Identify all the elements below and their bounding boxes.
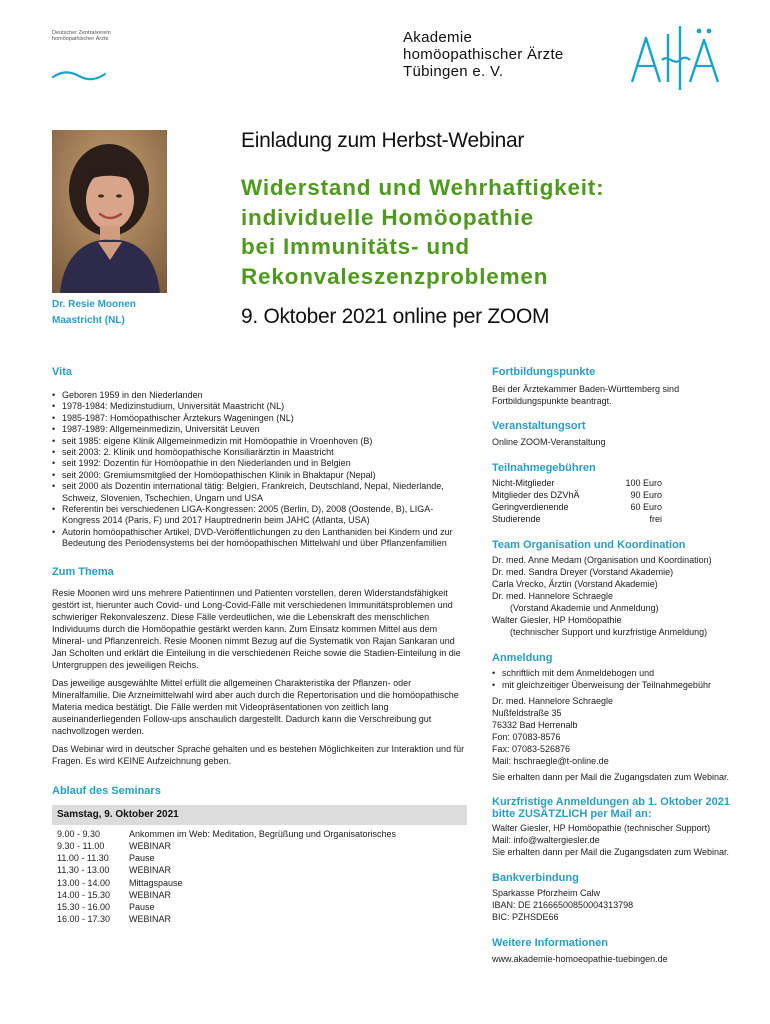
fee-label: Geringverdienende [492,502,569,512]
fortbildung-line: Bei der Ärztekammer Baden-Württemberg sind [492,384,680,394]
title-line: Rekonvaleszenzproblemen [241,263,549,289]
schedule-row [52,901,467,913]
vita-item: • seit 2000: Gremiumsmitglied der Homöopathischen Klinik in Bhaktapur (Nepal) [52,470,467,481]
academy-name [403,29,564,80]
team-line: Carla Vrecko, Ärztin (Vorstand Akademie) [492,579,658,589]
team-line: (Vorstand Akademie und Anmeldung) [510,603,659,613]
team-heading: Team Organisation und Koordination [492,539,686,551]
kurzfristig-line: Walter Giesler, HP Homöopathie (technischer Support) [492,823,711,833]
aha-logo-icon [628,20,726,92]
main-title [241,173,741,291]
fee-row [492,477,742,489]
team-line: (technischer Support und kurzfristige Anmeldung) [510,627,708,637]
vita-list [52,390,467,550]
anmeldung-address-line: Dr. med. Hannelore Schraegle [492,696,614,706]
veranstaltungsort-text: Online ZOOM-Veranstaltung [492,437,606,447]
anmeldung-address-line: Nußfeldstraße 35 [492,708,562,718]
vita-item: • 1985-1987: Homöopathischer Ärztekurs Wageningen (NL) [52,413,467,424]
bank-heading: Bankverbindung [492,872,579,884]
title-line: Widerstand und Wehrhaftigkeit: [241,175,605,200]
anmeldung-address-line: Fax: 07083-526876 [492,744,571,754]
right-column [492,366,742,965]
fee-row [492,489,742,501]
fee-value: 90 Euro [630,490,662,500]
schedule-time: 16.00 - 17.30 [57,914,111,925]
event-date: 9. Oktober 2021 online per ZOOM [241,305,550,328]
thema-paragraph: Resie Moonen wird uns mehrere Patientinnen und Patienten vorstellen, deren Widerstandsfähigkeit gestört ist, hierunter auch Covid- und Long-Covid-Fälle mit verschiedenen Immunitätsproblemen und schwieriger Rekonvaleszenz. Diese Fälle verdeutlichen, wie die Lebenskraft des menschlichen Individuums durch die Homöopathie gestärkt werden kann. Zum Einsatz kommen Mittel aus dem Mineral- und Pflanzenreich. Resie Moonen nimmt Bezug auf die Systematik von Rajan Sankaran und Jan Scholten und erklärt die Einteilung in die verschiedenen Reiche sowie die Stadien-Einteilung in die Untergruppen des jeweiligen Reichs. [52,587,461,670]
fee-label: Mitglieder des DZVhÄ [492,490,580,500]
speaker-name: Dr. Resie Moonen [52,299,136,310]
schedule-activity: Pause [129,853,155,864]
fee-value: 60 Euro [630,502,662,512]
vita-item: • seit 1992: Dozentin für Homöopathie in den Niederlanden und in Belgien [52,458,467,469]
fortbildung-line: Fortbildungspunkte beantragt. [492,396,612,406]
thema-heading: Zum Thema [52,565,114,578]
veranstaltungsort-heading: Veranstaltungsort [492,420,586,432]
schedule-activity: WEBINAR [129,889,172,900]
anmeldung-note: Sie erhalten dann per Mail die Zugangsdaten zum Webinar. [492,772,729,782]
website-link[interactable]: www.akademie-homoeopathie-tuebingen.de [492,954,668,964]
schedule-activity: Mittagspause [129,877,183,888]
schedule-day: Samstag, 9. Oktober 2021 [52,805,467,825]
schedule-activity: Ankommen im Web: Meditation, Begrüßung und Organisatorisches [129,828,396,839]
schedule-time: 11.30 - 13.00 [57,865,110,876]
schedule-time: 13.00 - 14.00 [57,877,111,888]
invite-heading: Einladung zum Herbst-Webinar [241,129,525,152]
schedule-row [52,864,467,876]
dzvha-logo [52,30,111,42]
anmeldung-address-line: Fon: 07083-8576 [492,732,561,742]
schedule-row [52,852,467,864]
vita-item: • seit 2003: 2. Klinik und homöopathische Konsiliarärztin in Maastricht [52,447,467,458]
title-line: individuelle Homöopathie [241,204,534,230]
schedule-activity: WEBINAR [129,865,172,876]
team-line: Dr. med. Hannelore Schraegle [492,591,614,601]
vita-item: • Autorin homöopathischer Artikel, DVD-Veröffentlichungen zu den Lanthaniden bei Kindern und zur Bedeutung des Periodensystems bei der homöopathischen Mittelwahl und über Pflanzenfamilien [52,527,467,550]
schedule-time: 9.30 - 11.00 [57,840,105,851]
schedule-activity: WEBINAR [129,914,172,925]
kurzfristig-email[interactable]: Mail: info@waltergiesler.de [492,835,600,845]
schedule-row [52,828,467,840]
kurzfristig-line: Sie erhalten dann per Mail die Zugangsdaten zum Webinar. [492,847,729,857]
vita-heading: Vita [52,366,72,378]
ablauf-heading: Ablauf des Seminars [52,784,161,797]
fee-value: 100 Euro [625,478,662,488]
academy-line: Tübingen e. V. [403,63,504,80]
fee-label: Nicht-Mitglieder [492,478,555,488]
kurzfristig-heading [492,796,742,820]
bank-line: BIC: PZHSDE66 [492,912,559,922]
anmeldung-bullet: • schriftlich mit dem Anmeldebogen und [492,667,742,679]
fortbildung-heading: Fortbildungspunkte [492,366,596,378]
small-logo-line: homöopathischer Ärzte [52,36,109,42]
schedule-row [52,889,467,901]
small-logo-line: Deutscher Zentralverein [52,30,111,36]
academy-line: Akademie [403,29,473,46]
title-line: bei Immunitäts- und [241,234,470,259]
vita-item: • 1987-1989: Allgemeinmedizin, Universität Leuven [52,424,467,435]
schedule-activity: Pause [129,901,155,912]
schedule-table [52,805,467,926]
schedule-time: 11.00 - 11.30 [57,853,109,864]
vita-item: • Geboren 1959 in den Niederlanden [52,390,467,401]
vita-item: • 1978-1984: Medizinstudium, Universität Maastricht (NL) [52,401,467,412]
schedule-time: 14.00 - 15.30 [57,889,111,900]
schedule-activity: WEBINAR [129,840,172,851]
left-column [52,366,467,925]
anmeldung-bullet: • mit gleichzeitiger Überweisung der Teilnahmegebühr [492,679,742,691]
fee-row [492,513,742,525]
team-line: Walter Giesler, HP Homöopathie [492,615,622,625]
speaker-block [52,297,136,329]
thema-paragraph: Das jeweilige ausgewählte Mittel erfüllt die allgemeinen Charakteristika der Pflanzen- oder Mineralfamilie. Die Arzneimittelwahl wird aber auch durch die Repertorisation und die homöopathische Materia medica bestätigt. Die Fälle werden mit Videopräsentationen von zeitlich lang auseinanderliegenden Follow-ups anschaulich dargestellt. Dadurch kann die Verschreibung gut nachvollzogen werden. [52,677,459,736]
speaker-photo [52,130,167,293]
wave-logo-icon [52,70,106,82]
vita-item: • Referentin bei verschiedenen LIGA-Kongressen: 2005 (Berlin, D), 2008 (Oostende, B), LIGA-Kongress 2014 (Paris, F) und 2017 Hauptrednerin beim JAHC (Atlanta, USA) [52,504,467,527]
schedule-row [52,840,467,852]
speaker-place: Maastricht (NL) [52,315,125,326]
schedule-row [52,913,467,925]
fee-row [492,501,742,513]
academy-line: homöopathischer Ärzte [403,46,564,63]
weitere-heading: Weitere Informationen [492,937,608,949]
vita-item: • seit 2000 als Dozentin international tätig: Belgien, Frankreich, Deutschland, Nepal, Niederlande, Schweiz, Slovenien, Tschechien, Ungarn und USA [52,481,467,504]
anmeldung-address-line: 76332 Bad Herrenalb [492,720,578,730]
gebuehren-heading: Teilnahmegebühren [492,462,596,474]
fee-label: Studierende [492,514,541,524]
team-line: Dr. med. Anne Medam (Organisation und Koordination) [492,555,712,565]
kurzfristig-heading-line: Kurzfristige Anmeldungen ab 1. Oktober 2021 [492,796,730,808]
thema-paragraph: Das Webinar wird in deutscher Sprache gehalten und es bestehen Möglichkeiten zur Interaktion und für Fragen. Es wird KEINE Aufzeichnung geben. [52,743,465,766]
schedule-time: 15.30 - 16.00 [57,901,111,912]
schedule-time: 9.00 - 9.30 [57,828,101,839]
fee-value: frei [649,514,662,524]
team-line: Dr. med. Sandra Dreyer (Vorstand Akademie) [492,567,674,577]
fee-table [492,477,742,525]
schedule-row [52,877,467,889]
anmeldung-email[interactable]: Mail: hschraegle@t-online.de [492,756,609,766]
vita-item: • seit 1985: eigene Klinik Allgemeinmedizin mit Homöopathie in Vroenhoven (B) [52,436,467,447]
anmeldung-heading: Anmeldung [492,652,553,664]
bank-line: Sparkasse Pforzheim Calw [492,888,601,898]
kurzfristig-heading-line: bitte ZUSÄTZLICH per Mail an: [492,808,652,820]
bank-line: IBAN: DE 21666500850004313798 [492,900,634,910]
